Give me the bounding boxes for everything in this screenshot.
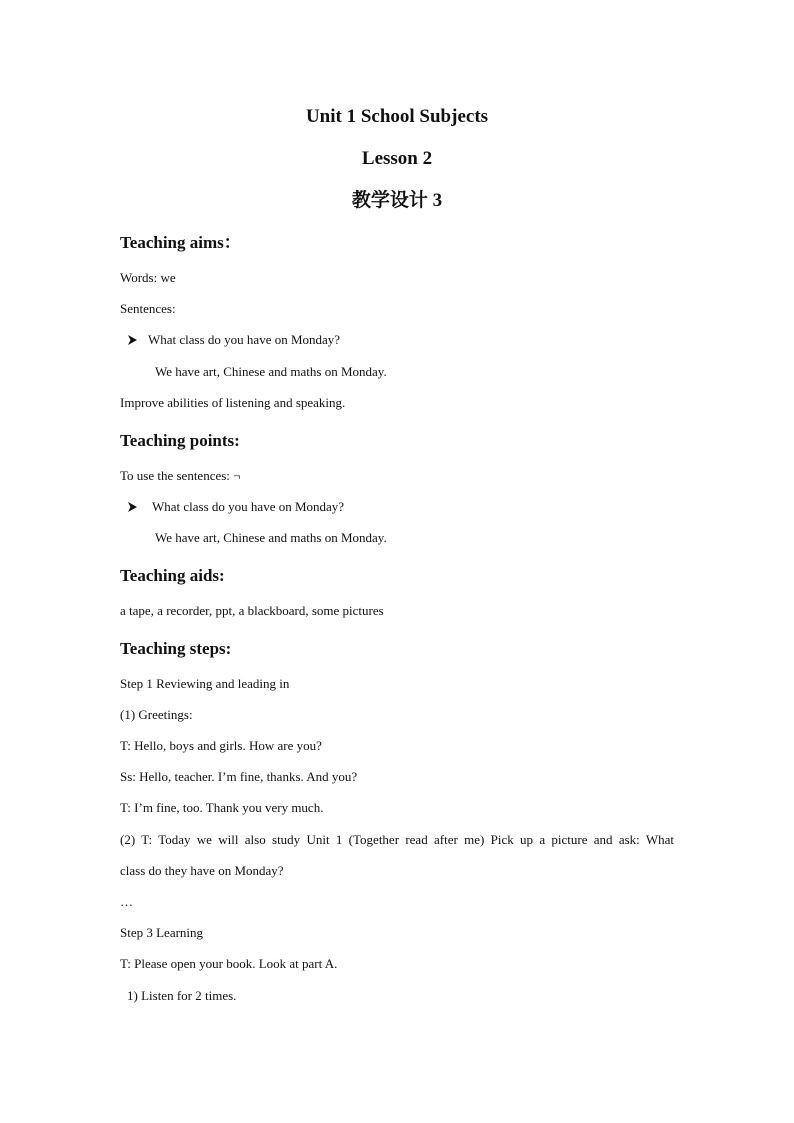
teaching-aids-heading: Teaching aids:	[120, 566, 225, 585]
dialogue-line: class do they have on Monday?	[120, 863, 284, 878]
greetings-label: (1) Greetings:	[120, 707, 193, 722]
arrow-bullet-icon	[128, 502, 137, 512]
teaching-aims-heading: Teaching aims：	[120, 233, 241, 252]
dialogue-line: T: Please open your book. Look at part A.	[120, 956, 338, 971]
aims-answer: We have art, Chinese and maths on Monday.	[155, 364, 387, 379]
teaching-steps-heading: Teaching steps:	[120, 639, 232, 658]
dialogue-line: T: I’m fine, too. Thank you very much.	[120, 800, 324, 815]
step3-label: Step 3 Learning	[120, 925, 204, 940]
points-bullet-item	[128, 498, 344, 516]
design-title: 教学设计 3	[351, 190, 443, 211]
document-title: Unit 1 School Subjects	[305, 106, 489, 127]
aims-bullet-item	[128, 331, 340, 349]
points-intro: To use the sentences: ¬	[120, 468, 241, 483]
points-question: What class do you have on Monday?	[152, 499, 345, 514]
aims-sentences-label: Sentences:	[120, 301, 176, 316]
dialogue-line: T: Hello, boys and girls. How are you?	[120, 738, 322, 753]
lesson-title: Lesson 2	[361, 148, 433, 169]
listen-item: 1) Listen for 2 times.	[127, 988, 237, 1003]
aims-improve: Improve abilities of listening and speaking.	[120, 395, 346, 410]
step1-label: Step 1 Reviewing and leading in	[120, 676, 290, 691]
aims-question: What class do you have on Monday?	[148, 332, 341, 347]
points-answer: We have art, Chinese and maths on Monday.	[155, 530, 387, 545]
ellipsis: …	[120, 894, 133, 909]
dialogue-line: (2) T: Today we will also study Unit 1 (Together read after me) Pick up a picture and ask: What	[120, 832, 674, 847]
dialogue-line: Ss: Hello, teacher. I’m fine, thanks. And you?	[120, 769, 358, 784]
teaching-points-heading: Teaching points:	[120, 431, 240, 450]
arrow-bullet-icon	[128, 335, 137, 345]
aids-list: a tape, a recorder, ppt, a blackboard, some pictures	[120, 603, 384, 618]
aims-words: Words: we	[120, 270, 176, 285]
